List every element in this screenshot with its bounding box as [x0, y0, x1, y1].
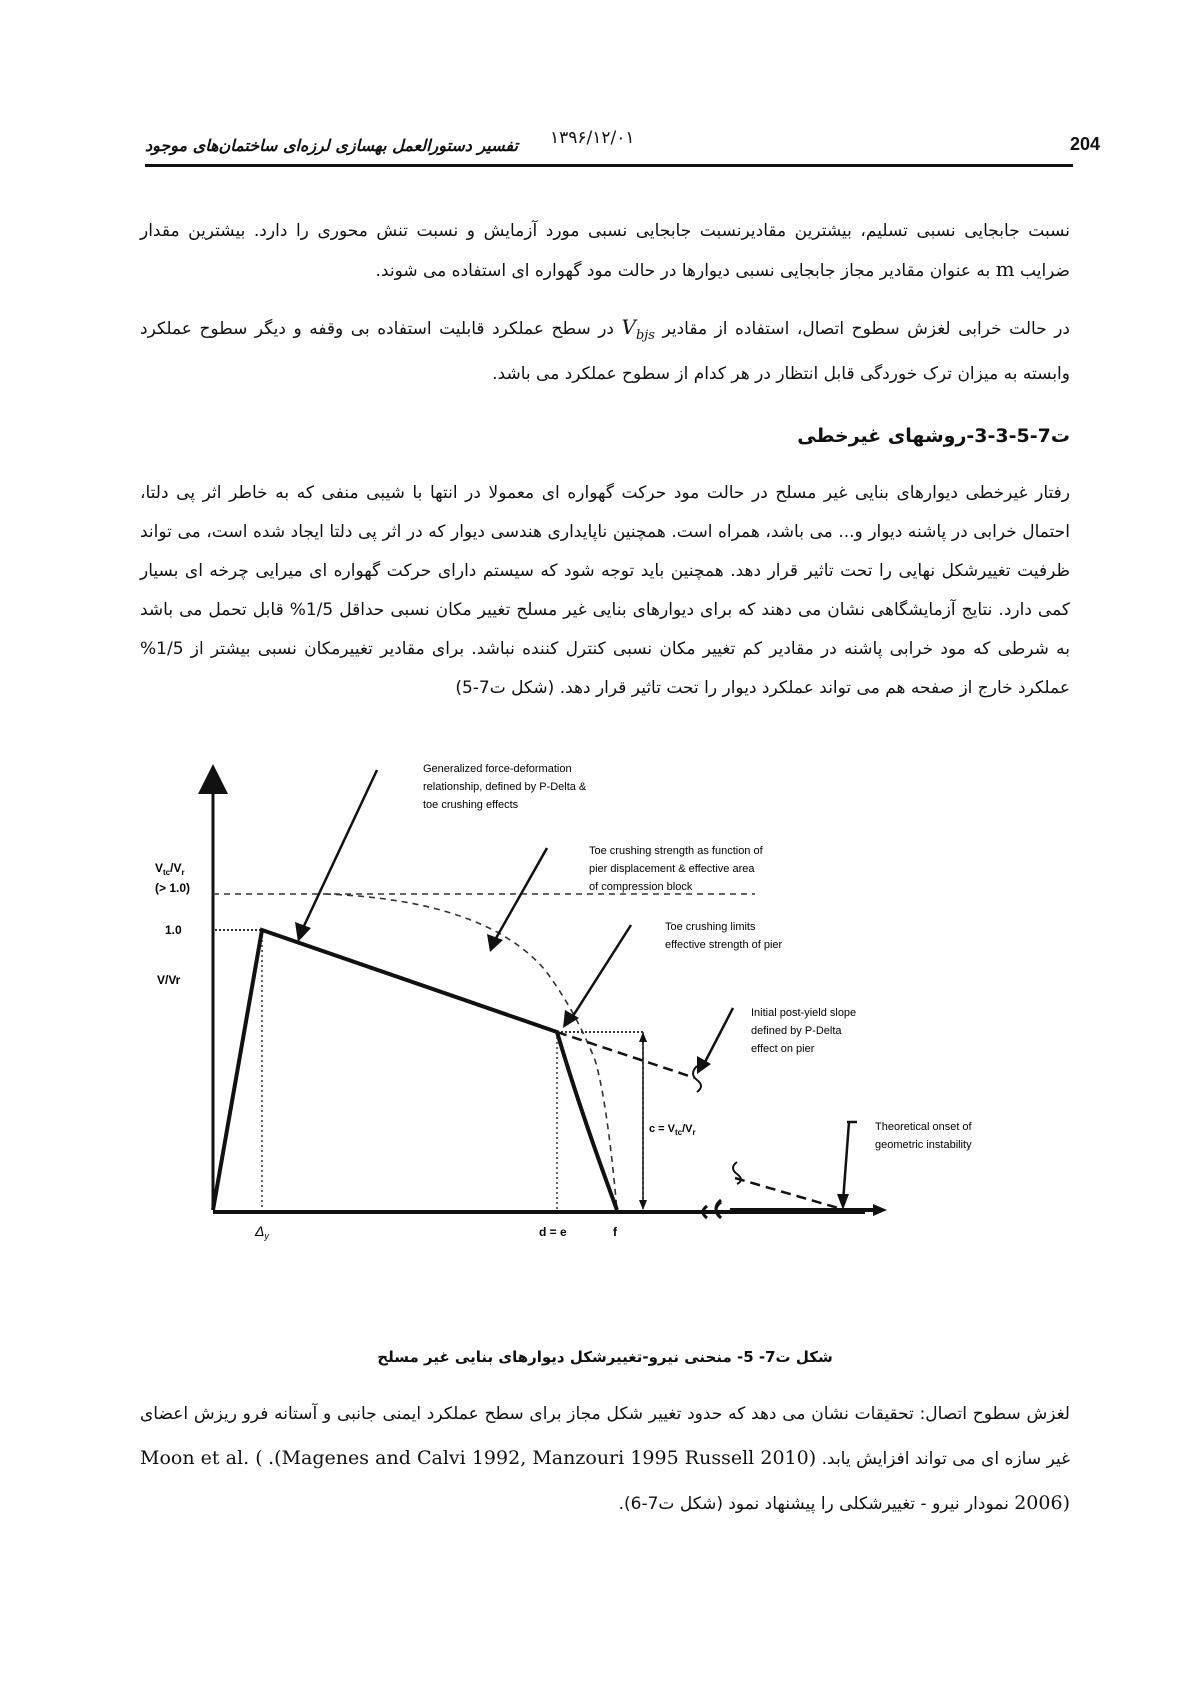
p-delta-slope [557, 1032, 695, 1078]
header-title: تفسیر دستورالعمل بهسازی لرزه‌ای ساختمان‌های موجود [145, 136, 518, 155]
page-number: 204 [1070, 134, 1101, 154]
x-axis-arrowhead [873, 1204, 887, 1216]
instability-slope [735, 1178, 845, 1210]
leader-3-head [563, 1010, 579, 1028]
y-axis-arrowhead [207, 766, 219, 780]
c-arrow-top [639, 1032, 647, 1042]
paragraph-4-a: لغزش سطوح اتصال: تحقیقات نشان می دهد که حدود تغییر شکل مجاز برای سطح عملکرد ایمنی جانبی و آستانه فرو ریزش اعضای غیر سازه ای می تواند افزایش یابد. [140, 1404, 1070, 1469]
c-arrow-bottom [639, 1200, 647, 1210]
annotation-2 [589, 845, 764, 893]
annotation-3-line-2: effective strength of pier [665, 939, 783, 951]
paragraph-1-text: نسبت جابجایی نسبی تسلیم، بیشترین مقادیرنسبت جابجایی نسبی مورد آزمایش و نسبت تنش محوری را دارد. بیشترین مقدار ضرایب [140, 221, 1070, 281]
force-deformation-figure [155, 763, 1055, 1330]
annotation-2-line-2: pier displacement & effective area [589, 863, 755, 875]
paragraph-2-a: در حالت خرابی لغزش سطوح اتصال، استفاده از مقادیر [662, 319, 1070, 339]
paragraph-4 [140, 1392, 1070, 1526]
x-tick-delta-y: $\Delta_y$ [255, 1223, 269, 1241]
coefficient-m: m [995, 257, 1015, 281]
paragraph-3: رفتار غیرخطی دیوارهای بنایی غیر مسلح در حالت مود حرکت گهواره ای معمولا در انتها با شیبی منفی که به خاطر اثر پی دلتا، احتمال خرابی در پاشنه دیوار و... می باشد، همراه است. همچنین ناپایداری هندسی دیوار که در اثر پی دلتا ایجاد شده است، می تواند ظرفیت تغییرشکل نهایی را تحت تاثیر قرار دهد. همچنین باید توجه شود که سیستم دارای حرکت گهواره ای میرایی چرخه ای بسیار کمی دارد. نتایج آزمایشگاهی نشان می دهند که برای دیوارهای بنایی غیر مسلح تغییر مکان نسبی حداقل 1/5% قابل تحمل می باشد به شرطی که مود خرابی پاشنه در مقادیر کم تغییر مکان نسبی کنترل کننده نباشد. برای مقادیر تغییرمکان نسبی بیشتر از 1/5% عملکرد خارج از صفحه هم می تواند عملکرد دیوار را تحت تاثیر قرار دهد. (شکل ت7-5) [140, 483, 1070, 698]
paragraph-4-b: نمودار نیرو - تغییرشکلی را پیشنهاد نمود (شکل ت7-6). [618, 1494, 1009, 1514]
leader-5 [843, 1122, 849, 1202]
paragraph-1-rest: به عنوان مقادیر مجاز جابجایی نسبی دیوارها در حالت مود گهواره ای استفاده می شوند. [375, 261, 991, 281]
x-tick-de: d = e [539, 1225, 567, 1239]
annotation-5-line-2: geometric instability [875, 1139, 972, 1151]
annotation-4 [751, 1007, 856, 1055]
y-tick-1: 1.0 [165, 923, 182, 937]
annotation-5-line-1: Theoretical onset of [875, 1121, 972, 1133]
toe-crushing-envelope [325, 894, 617, 1210]
annotation-1-line-2: relationship, defined by P-Delta & [423, 781, 587, 793]
leader-5-head [837, 1194, 849, 1210]
leader-1-head [295, 922, 311, 942]
annotation-5 [875, 1121, 973, 1151]
annotation-4-line-3: effect on pier [751, 1043, 815, 1055]
symbol-vbjs: $V_{bjs}$ [621, 315, 655, 343]
leader-4 [705, 1008, 733, 1062]
leader-4-head [697, 1056, 711, 1074]
annotation-2-line-3: of compression block [589, 881, 693, 893]
page-header [145, 128, 1101, 167]
x-tick-f: f [613, 1225, 617, 1239]
c-label: $c = V_{tc}/V_r$ [649, 1123, 696, 1137]
figure-caption: شکل ت7- 5- منحنی نیرو-تغییرشکل دیوارهای بنایی غیر مسلح [377, 1348, 833, 1366]
paragraph-2-b: در سطح عملکرد قابلیت استفاده بی وقفه و دیگر سطوح عملکرد وابسته به میزان ترک خوردگی قابل انتظار در هر کدام از سطوح عملکرد می باشد. [140, 319, 1070, 384]
y-label-vvr: V/Vr [157, 973, 181, 987]
citation-2: Moon et al. ( 2006) [140, 1447, 1070, 1514]
annotation-1 [423, 763, 587, 811]
annotation-4-line-1: Initial post-yield slope [751, 1007, 857, 1019]
annotation-3 [665, 921, 783, 951]
axis-break-mark-2 [716, 1200, 721, 1218]
annotation-4-line-2: defined by P-Delta [751, 1025, 842, 1037]
leader-1 [303, 770, 377, 928]
annotation-1-line-1: Generalized force-deformation [423, 763, 572, 775]
section-heading: ت7-5-3-3-روشهای غیرخطی [797, 425, 1070, 447]
annotation-3-line-1: Toe crushing limits [665, 921, 756, 933]
paragraph-2 [140, 308, 1070, 393]
force-deformation-diagram [155, 763, 1055, 1330]
annotation-1-line-3: toe crushing effects [423, 799, 519, 811]
citation-1: (Magenes and Calvi 1992, Manzouri 1995 Russell 2010). [268, 1447, 817, 1469]
paragraph-1 [140, 212, 1070, 290]
leader-2-head [487, 934, 503, 952]
y-label-gt1: (> 1.0) [155, 881, 191, 895]
leader-3 [573, 925, 631, 1016]
annotation-2-line-1: Toe crushing strength as function of [589, 845, 763, 857]
header-date: ۱۳۹۶/۱۲/۰۱ [550, 128, 635, 148]
instability-break [733, 1162, 741, 1184]
y-label-vtc: $V_{tc}/V_r$ [155, 861, 185, 877]
